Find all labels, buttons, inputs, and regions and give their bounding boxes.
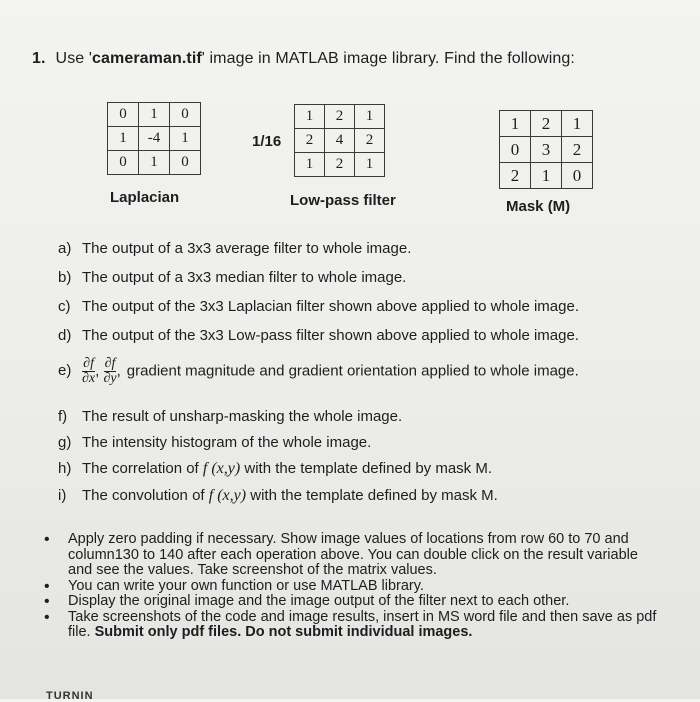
item-text: The output of a 3x3 average filter to whole image. (82, 240, 412, 257)
matrix-cell: 2 (325, 105, 355, 129)
item-letter: h) (58, 460, 72, 477)
matrix-cell: 1 (295, 105, 325, 129)
question-filename: cameraman.tif (92, 50, 202, 67)
numerator: ∂f (104, 356, 116, 371)
function-fxy: f (x,y) (208, 487, 247, 504)
list-item (58, 269, 406, 286)
laplacian-matrix (107, 102, 201, 175)
bullet-text: Display the original image and the image output of the filter next to each other. (68, 593, 570, 609)
item-letter: i) (58, 487, 67, 504)
item-letter: e) (58, 362, 72, 380)
matrix-row (108, 103, 201, 127)
lowpass-matrix (294, 104, 385, 177)
matrix-cell: 2 (295, 129, 325, 153)
matrix-row (295, 153, 385, 177)
matrix-row (295, 129, 385, 153)
matrix-row (108, 151, 201, 175)
matrix-cell: 0 (562, 163, 593, 189)
matrix-cell: 4 (325, 129, 355, 153)
question-text-after: ' image in MATLAB image library. Find the following: (201, 50, 575, 67)
matrix-cell: 1 (139, 103, 170, 127)
list-item (58, 327, 579, 344)
matrix-cell: 2 (325, 153, 355, 177)
item-text: The intensity histogram of the whole image. (82, 434, 372, 451)
matrix-cell: 2 (531, 111, 562, 137)
bullet-dot-icon: • (44, 531, 50, 548)
item-letter: g) (58, 434, 72, 451)
item-letter: b) (58, 269, 72, 286)
item-letter: a) (58, 240, 72, 257)
matrix-cell: 3 (531, 137, 562, 163)
item-text-before: The convolution of (82, 487, 209, 504)
partial-fraction-x (82, 357, 95, 386)
lowpass-label: Low-pass filter (290, 192, 396, 209)
matrix-cell: 2 (562, 137, 593, 163)
matrix-cell: 2 (500, 163, 531, 189)
matrix-cell: 1 (355, 105, 385, 129)
bullet-dot-icon: • (44, 577, 50, 595)
item-text-after: with the template defined by mask M. (240, 460, 493, 477)
bullet-text: Take screenshots of the code and image results, insert in MS word file and then save as pdf file. (68, 608, 657, 640)
item-letter: c) (58, 298, 71, 315)
cutoff-heading: TURNIN (46, 690, 94, 702)
matrix-cell: 1 (500, 111, 531, 137)
bullet-dot-icon: • (44, 608, 50, 626)
matrix-cell: 1 (355, 153, 385, 177)
item-text: gradient magnitude and gradient orientation applied to whole image. (126, 362, 579, 380)
instruction-bullet (44, 532, 664, 579)
question-number: 1. (32, 50, 46, 67)
matrix-cell: 0 (108, 103, 139, 127)
matrix-cell: 1 (562, 111, 593, 137)
item-text-before: The correlation of (82, 460, 203, 477)
matrix-row (500, 163, 593, 189)
matrix-row (500, 111, 593, 137)
partial-fraction-y (103, 357, 116, 386)
matrix-cell: 1 (531, 163, 562, 189)
question-title (32, 50, 575, 68)
mask-label: Mask (M) (506, 198, 571, 215)
function-fxy: f (x,y) (202, 460, 241, 477)
matrix-cell: 1 (170, 127, 201, 151)
matrix-cell: 0 (170, 103, 201, 127)
numerator: ∂f (83, 356, 94, 371)
item-letter: d) (58, 327, 72, 344)
list-item (58, 357, 579, 386)
item-text: The result of unsharp-masking the whole image. (82, 408, 403, 425)
matrix-row (295, 105, 385, 129)
matrix-row (500, 137, 593, 163)
matrix-cell: 1 (108, 127, 139, 151)
matrix-cell: 0 (108, 151, 139, 175)
denominator: ∂y (103, 371, 117, 386)
list-item (58, 434, 371, 451)
item-text-after: with the template defined by mask M. (246, 487, 498, 504)
bullet-text: Apply zero padding if necessary. Show image values of locations from row 60 to 70 and column130 to 140 after each operation above. You can double click on the result variable and see the values. Take screenshot of the matrix values. (68, 531, 638, 578)
item-text: The output of a 3x3 median filter to whole image. (82, 269, 407, 286)
item-text: The output of the 3x3 Low-pass filter shown above applied to whole image. (82, 327, 579, 344)
instructions-list (44, 532, 664, 641)
item-letter: f) (58, 408, 68, 425)
lowpass-scale-factor: 1/16 (252, 133, 282, 150)
list-item (58, 487, 498, 505)
matrix-cell: 0 (500, 137, 531, 163)
mask-matrix (499, 110, 593, 189)
item-text: The output of the 3x3 Laplacian filter shown above applied to whole image. (82, 298, 579, 315)
bullet-dot-icon: • (44, 593, 50, 610)
list-item (58, 240, 411, 257)
matrix-cell: 1 (295, 153, 325, 177)
matrix-cell: 0 (170, 151, 201, 175)
matrix-cell: 2 (355, 129, 385, 153)
list-item (58, 408, 402, 425)
matrix-cell: 1 (139, 151, 170, 175)
laplacian-label: Laplacian (110, 189, 180, 206)
bullet-bold-text: Submit only pdf files. Do not submit individual images. (94, 624, 473, 640)
denominator: ∂x (82, 371, 96, 386)
matrix-cell: -4 (139, 127, 170, 151)
matrix-row (108, 127, 201, 151)
instruction-bullet (44, 594, 664, 610)
question-text-before: Use ' (55, 50, 92, 67)
list-item (58, 298, 579, 315)
instruction-bullet (44, 579, 664, 595)
partial-derivatives: $\frac{\partial f}{\partial x}$ , $\frac{\partial f}{\partial y}$ , (82, 356, 121, 386)
instruction-bullet (44, 610, 664, 641)
bullet-text: You can write your own function or use MATLAB library. (68, 577, 424, 594)
list-item (58, 460, 492, 478)
